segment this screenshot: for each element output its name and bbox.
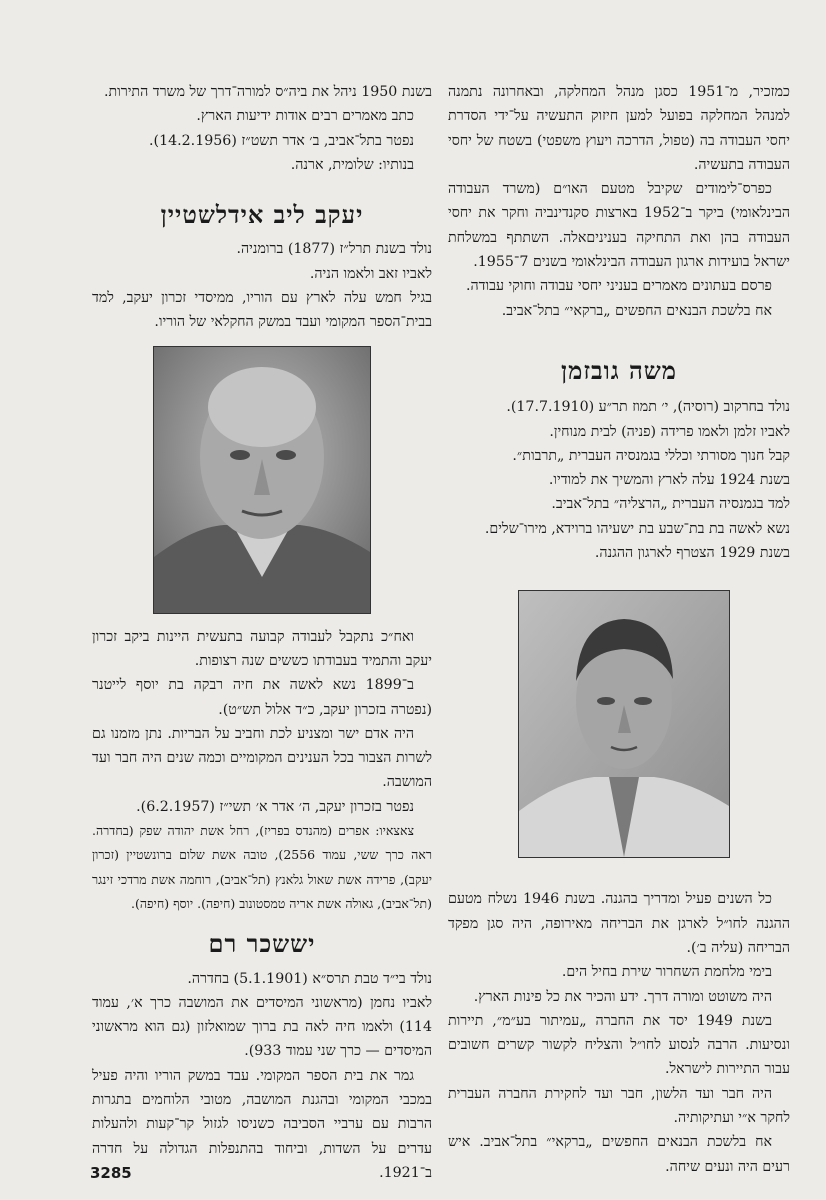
paragraph: כתב מאמרים רבים אודות ידיעות הארץ. — [196, 108, 414, 125]
paragraph: למד בגמנסיה העברית „הרצליה״ בתל־אביב. — [551, 496, 790, 513]
paragraph: בשנת 1950 ניהל את ביה״ס למורה־דרך של משרד התירות. — [103, 84, 432, 100]
paragraph: לאביו נחמן (מראשוני המיסדים את המושבה כרך א׳, עמוד 114) ולאמו חיה לאה בת ברוך שמואלזון (גם הוא מראשוני המיסדים — כרך שני עמוד 933). — [92, 994, 432, 1060]
left-column — [92, 80, 432, 1185]
paragraph: נולד בי״ד טבת תרס״א (5.1.1901) בחדרה. — [187, 970, 432, 987]
paragraph: פרסם בעתונים מאמרים בעניני יחסי עבודה וחוקי עבודה. — [466, 278, 772, 295]
paragraph: בימי מלחמת השחרור שירת בחיל הים. — [561, 964, 772, 981]
paragraph: קבל חנוך מסורתי וכללי בגמנסיה העברית „תרבות״. — [512, 447, 790, 464]
paragraph: נפטר בזכרון יעקב, ה׳ אדר א׳ תשי״ז (6.2.1957). — [136, 798, 414, 815]
paragraph: ב־1899 נשא לאשה את חיה רבקה בת יוסף לייטנר (נפטרה בזכרון יעקב, כ״ד אלול תש״ט). — [92, 677, 432, 718]
portrait-photo-edelstein — [153, 346, 371, 614]
paragraph: גמר את בית הספר המקומי. עבד במשק הוריו והיה פעיל במכבי המקומי ובהגנת המושבה, מטובי הלוחמים בתגרות הרבות עם ערביי הסביבה כשניסו לגזול קר־קעות ולהעלות עדרים על השדות, וביחוד בהתנפלות הגדולה על חדרה ב־1921. — [92, 1067, 432, 1181]
paragraph: אח בלשכת הבנאים החפשים „ברקאי״ בתל־אביב. — [501, 302, 772, 319]
paragraph: היה חבר ועד הלשון, חבר ועד לחקירת החברה העברית לחקר א״י ועתיקותיה. — [448, 1085, 790, 1127]
paragraph: ואח״כ נתקבל לעבודה קבועה בתעשית היינות ביקב זכרון יעקב והתמיד בעבודתו כששים שנה רצופות. — [92, 628, 432, 669]
biography-heading: משה גובזמן — [560, 355, 678, 385]
paragraph: בשנת 1924 עלה לארץ והמשיך את למודיו. — [548, 472, 790, 489]
paragraph: כל השנים פעיל ומדריך בהגנה. בשנת 1946 נשלח מטעם ההגנה לחו״ל לארגן את הבריחה מאירופה, היה סגן מפקד הבריחה (עליה ב׳). — [448, 891, 790, 956]
paragraph: בשנת 1929 הצטרף לארגון ההגנה. — [594, 545, 790, 562]
biography-heading: יששכר רם — [208, 929, 316, 959]
paragraph: כמזכיר, מ־1951 כסגן מנהל המחלקה, ובאחרונה נתמנה למנהל המחלקה בפועל למען חיזוק התעשיה על־ידי הסדרת יחסי העבודה בה (טפול, הדרכה ויעוץ משפטי) בשטח של יחסי העבודה בתעשיה. — [448, 84, 790, 173]
paragraph: נולד בחרקוב (רוסיה), י׳ תמוז תר״ע (17.7.1910). — [506, 399, 790, 416]
paragraph: היה אדם ישר ומצניע לכת וחביב על הבריות. נתן מזמנו גם לשרות הצבור בכל הענינים המקומיים וכמה שנים היה חבר ועד המושבה. — [92, 725, 432, 791]
paragraph: אח בלשכת הבנאים החפשים „ברקאי״ בתל־אביב. איש רעים היה ונעים שיחה. — [448, 1134, 790, 1175]
descendants-paragraph: צאצאיו: אפרים (מהנדס בפריז), רחל אשת יהודה שפק (בחדרה. ראה כרך ששי, עמוד 2556), טובה אשת שלום ברונשטיין (זכרון יעקב), פרידה אשת שאול גלאנץ (תל־אביב), רוחמה אשת מרדכי זינגר (תל־אביב), גאולה אשת אריה טמסטונוב (חיפה). יוסף (חיפה). — [92, 823, 432, 911]
paragraph: בגיל חמש עלה לארץ עם הוריו, ממיסדי זכרון יעקב, למד בבית־הספר המקומי ועבד במשק החקלאי של הוריו. — [92, 290, 432, 331]
biography-heading: יעקב ליב אידלשטיין — [160, 200, 364, 230]
paragraph: בנותיו: שלומית, ארנה. — [290, 156, 414, 173]
paragraph: לאביו זאב ולאמו הניה. — [309, 265, 432, 282]
page-number: 3285 — [90, 1164, 132, 1182]
paragraph: נולד בשנת תרל״ז (1877) ברומניה. — [236, 241, 432, 258]
paragraph: כפרס־לימודים שקיבל מטעם האו״ם (משרד העבודה הבינלאומי) ביקר ב־1952 בארצות סקנדינביה וחקר את יחסי העבודה בהן ואת התחיקה בעניניםאלה. השתתף במשלחת ישראל בועידות ארגון העבודה הבינלאומי בשנים 7־1955. — [448, 181, 790, 271]
paragraph: נשא לאשה בת בת־שבע בת ישעיהו ברוידא, מירו־שלים. — [484, 520, 790, 537]
paragraph: היה משוטט ומורה דרך. ידע והכיר את כל פינות הארץ. — [473, 988, 772, 1005]
paragraph: בשנת 1949 יסד את החברה „עמיתור בע״מ״, תיירות ונסיעות. הרבה לנסוע לחו״ל והצליח לקשור קשרים חשובים עבור התיירות לישראל. — [448, 1012, 790, 1078]
paragraph: נפטר בתל־אביב, ב׳ אדר תשט״ז (14.2.1956). — [149, 132, 414, 149]
portrait-photo-guvzman — [518, 590, 730, 858]
paragraph: לאביו זלמן ולאמו פרידה (פניה) לבית מנוחין. — [549, 423, 790, 440]
